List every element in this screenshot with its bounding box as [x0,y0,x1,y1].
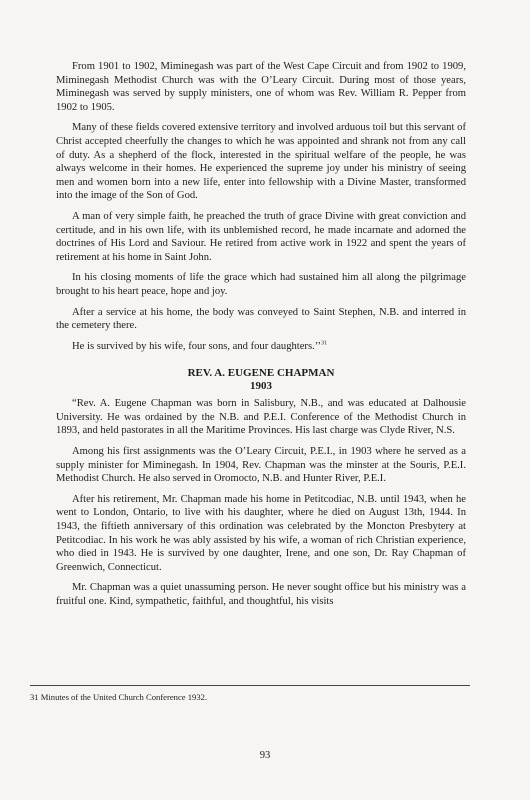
footnote-divider [30,685,470,686]
paragraph: In his closing moments of life the grace which had sustained him all along the pilgrimage brought to his heart peace, hope and joy. [56,272,466,297]
paragraph: Many of these fields covered extensive territory and involved arduous toil but this servant of Christ accepted cheerfully the changes to which he was appointed and shrank not from any call of duty. As a shepherd of the flock, interested in the spiritual welfare of the people, he was always welcome in their homes. He experienced the supreme joy under his ministry of seeing men and women born into a new life, enter into fellowship with a Divine Master, transformed into the image of the Son of God. [56,122,466,202]
footnote: 31 Minutes of the United Church Conference 1932. [30,692,208,702]
page-number: 93 [259,750,271,761]
paragraph: After a service at his home, the body was conveyed to Saint Stephen, N.B. and interred in the cemetery there. [56,306,466,332]
footnote-reference: 31 [321,340,327,347]
paragraph: Among his first assignments was the O’Leary Circuit, P.E.I., in 1903 where he served as a supply minister for Miminegash. In 1904, Rev. Chapman was the minster at the Souris, P.E.I. Methodist Church. He also served in Oromocto, N.B. and Hunter River, P.E.I. [56,446,466,485]
paragraph: A man of very simple faith, he preached the truth of grace Divine with great conviction and certitude, and in his own life, with its unblemished record, he made incarnate and adorned the doctrines of His Lord and Saviour. He retired from active work in 1922 and spent the years of retirement at his home in Saint John. [56,210,466,263]
body-text [56,60,466,614]
paragraph-quote-end [56,340,466,354]
paragraph: Mr. Chapman was a quiet unassuming person. He never sought office but his ministry was a fruitful one. Kind, sympathetic, faithful, and thoughtful, his visits [56,582,466,607]
paragraph: “Rev. A. Eugene Chapman was born in Salisbury, N.B., and was educated at Dalhousie University. He was ordained by the N.B. and P.E.I. Conference of the Methodist Church in 1893, and held pastorates in all the Maritime Provinces. His last charge was Clyde River, N.S. [56,398,466,437]
quote-end-text: He is survived by his wife, four sons, and four daughters.’’ [72,340,321,352]
paragraph: After his retirement, Mr. Chapman made his home in Petitcodiac, N.B. until 1943, when he went to London, Ontario, to live with his daughter, where he died on August 13th, 1944. In 1943, the fiftieth anniversary of this ordination was celebrated by the Moncton Presbytery at Petitcodiac. In his work he was ably assisted by his wife, a woman of rich Christian experience, who died in 1943. He is survived by one daughter, Irene, and one son, Dr. Ray Chapman of Greenwich, Connecticut. [56,493,466,573]
section-title: REV. A. EUGENE CHAPMAN [187,367,335,380]
section-heading [56,367,466,393]
section-year: 1903 [250,380,272,393]
paragraph: From 1901 to 1902, Miminegash was part of the West Cape Circuit and from 1902 to 1909, Miminegash Methodist Church was with the O’Leary Circuit. During most of those years, Miminegash was served by supply ministers, one of whom was Rev. William R. Pepper from 1902 to 1905. [56,61,466,113]
